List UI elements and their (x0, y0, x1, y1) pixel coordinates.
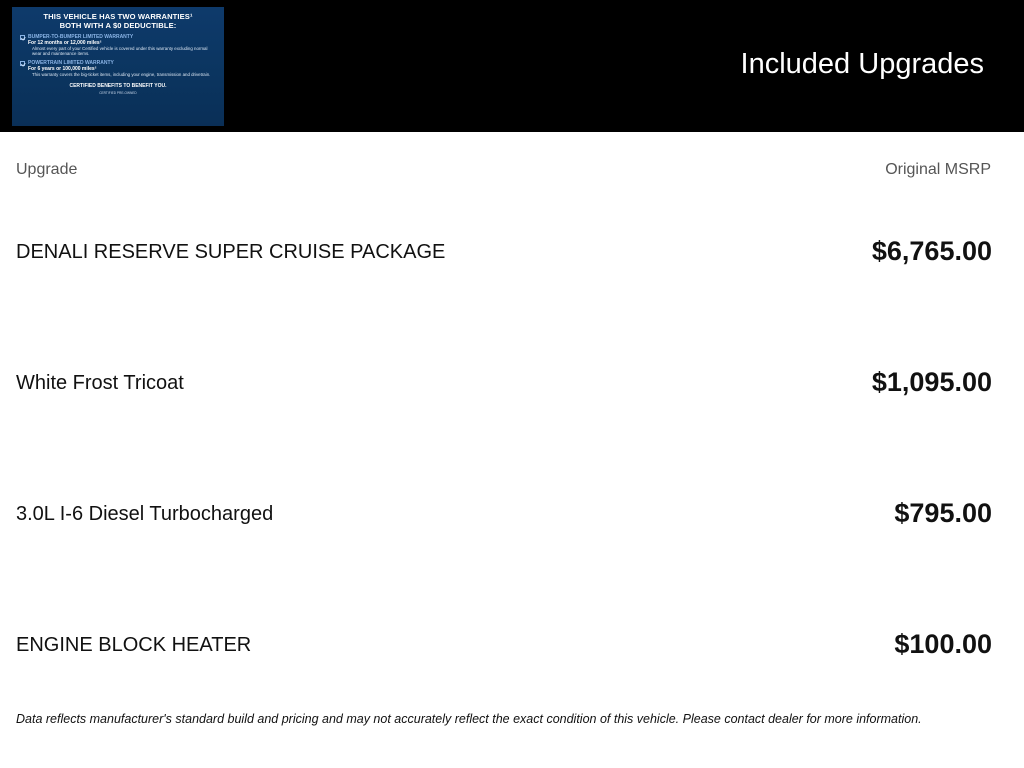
upgrade-row (16, 365, 992, 405)
warranty-item-title: POWERTRAIN LIMITED WARRANTY (28, 60, 114, 67)
upgrade-name: White Frost Tricoat (16, 372, 184, 394)
upgrade-price: $6,765.00 (871, 236, 992, 266)
warranty-image (12, 7, 224, 126)
upgrade-name: DENALI RESERVE SUPER CRUISE PACKAGE (16, 241, 446, 263)
upgrade-row (16, 496, 992, 536)
column-header-upgrade: Upgrade (16, 161, 78, 178)
upgrade-price: $795.00 (894, 498, 992, 528)
upgrade-row (16, 234, 992, 274)
column-header-msrp: Original MSRP (885, 161, 991, 178)
upgrade-name: ENGINE BLOCK HEATER (16, 634, 252, 656)
upgrade-price: $100.00 (894, 629, 992, 659)
warranty-item-description: Almost every part of your Certified vehicle is covered under this warranty excluding normal wear and maintenance items. (32, 46, 208, 57)
upgrade-row (16, 627, 992, 667)
header-bar (0, 0, 1024, 132)
warranty-item-description: This warranty covers the big-ticket items, including your engine, transmission and drivetrain. (32, 72, 211, 78)
warranty-tagline: CERTIFIED BENEFITS TO BENEFIT YOU. (69, 82, 167, 89)
warranty-item-title: BUMPER-TO-BUMPER LIMITED WARRANTY (28, 34, 134, 40)
checkbox-icon (20, 35, 25, 40)
warranty-headline-line-1: THIS VEHICLE HAS TWO WARRANTIES¹ (43, 12, 193, 21)
warranty-item-subtitle: For 6 years or 100,000 miles² (28, 66, 97, 73)
warranty-item-subtitle: For 12 months or 12,000 miles² (28, 40, 102, 46)
upgrade-name: 3.0L I-6 Diesel Turbocharged (16, 503, 274, 525)
warranty-brand-logos: CERTIFIED PRE-OWNED (99, 90, 137, 95)
warranty-headline-line-2: BOTH WITH A $0 DEDUCTIBLE: (59, 21, 177, 30)
disclaimer-text: Data reflects manufacturer's standard build and pricing and may not accurately reflect the exact condition of this vehicle. Please contact dealer for more information. (16, 712, 922, 726)
checkbox-icon (20, 61, 25, 66)
warranty-headline (20, 12, 216, 30)
upgrade-price: $1,095.00 (871, 367, 992, 397)
page-title: Included Upgrades (740, 48, 984, 80)
